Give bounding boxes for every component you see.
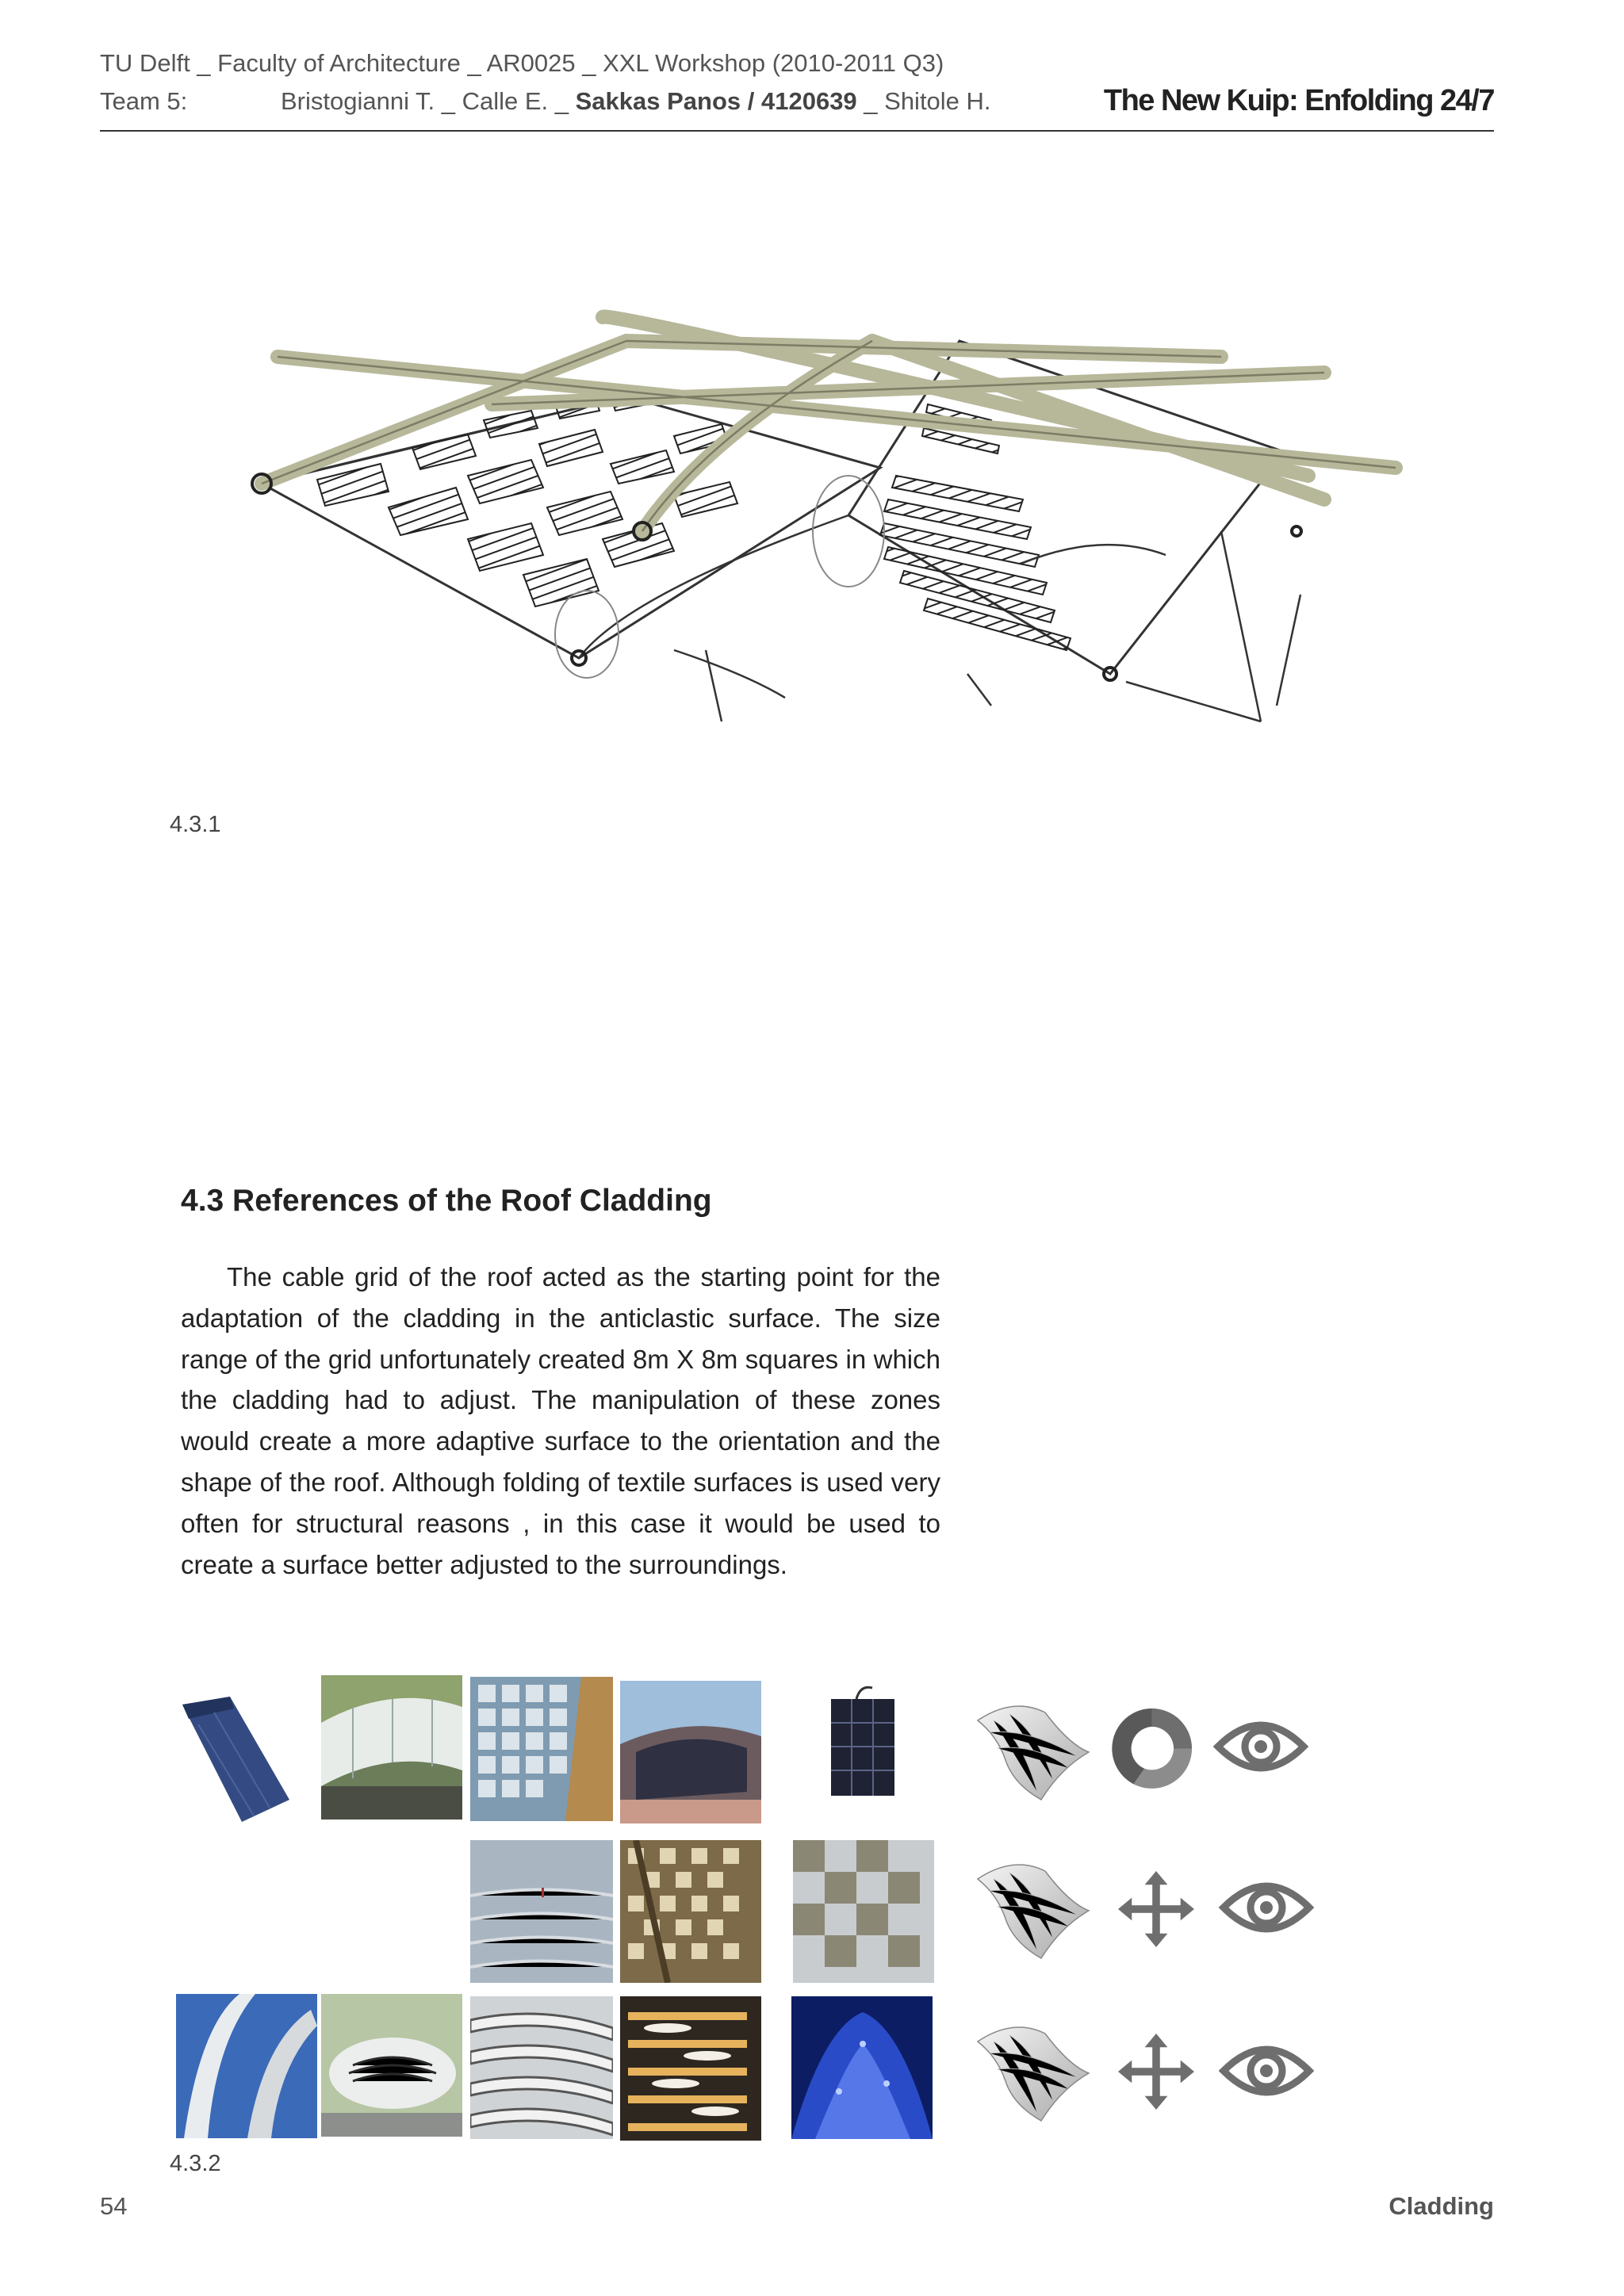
pod-structure-photo — [321, 1994, 462, 2137]
members-highlight: Sakkas Panos / 4120639 — [575, 87, 857, 115]
header-rule — [100, 130, 1494, 132]
move-icon — [1118, 2034, 1194, 2110]
eye-icon — [1219, 1876, 1314, 1939]
night-facade-photo — [620, 1996, 761, 2141]
eye-icon — [1213, 1715, 1308, 1778]
pneumatic-roof-photo — [620, 1681, 761, 1823]
flexible-solar-film-photo — [174, 1689, 293, 1823]
figure-label-references: 4.3.2 — [170, 2151, 221, 2176]
footer-section-name: Cladding — [1388, 2192, 1494, 2220]
glazed-grid-facade-photo — [470, 1677, 613, 1821]
figure-label-sketch: 4.3.1 — [170, 812, 221, 837]
eye-icon — [1219, 2039, 1314, 2103]
page-number: 54 — [100, 2192, 128, 2220]
header-team-label: Team 5: — [100, 87, 188, 115]
members-prefix: Bristogianni T. _ Calle E. _ — [281, 87, 576, 115]
checkerboard-facade-photo — [793, 1840, 934, 1983]
section-body-text: The cable grid of the roof acted as the starting point for the adaptation of the cladding in the anticlastic surface. The size range of the grid unfortunately created 8m X 8m squares in which the cladding had to adjust. The manipulation of these zones would create a more adaptive surface to the orientation and the shape of the roof. Although folding of textile surfaces is used very often for structural reasons , in this case it would be used to create a surface better adjusted to the surroundings. — [181, 1262, 940, 1579]
solar-panel-photo — [825, 1685, 901, 1804]
document-title: The New Kuip: Enfolding 24/7 — [1103, 84, 1494, 117]
blue-membrane-photo — [791, 1996, 933, 2139]
rotate-icon — [1106, 1703, 1197, 1794]
snow-textured-surface-photo — [470, 1840, 613, 1983]
members-suffix: _ Shitole H. — [856, 87, 991, 115]
curved-surface-icon — [974, 1697, 1093, 1808]
curved-surface-icon — [974, 1855, 1093, 1966]
canopy-photo — [321, 1675, 462, 1820]
header-team-members — [281, 87, 991, 116]
perforated-facade-photo — [620, 1840, 761, 1983]
header-course-line: TU Delft _ Faculty of Architecture _ AR0025 _ XXL Workshop (2010-2011 Q3) — [100, 49, 944, 77]
white-arches-photo — [176, 1994, 317, 2138]
wavy-band-building-photo — [470, 1996, 613, 2139]
roof-cable-grid-sketch — [230, 293, 1435, 745]
curved-surface-icon — [974, 2018, 1093, 2129]
section-heading: 4.3 References of the Roof Cladding — [181, 1184, 712, 1218]
move-icon — [1118, 1871, 1194, 1947]
